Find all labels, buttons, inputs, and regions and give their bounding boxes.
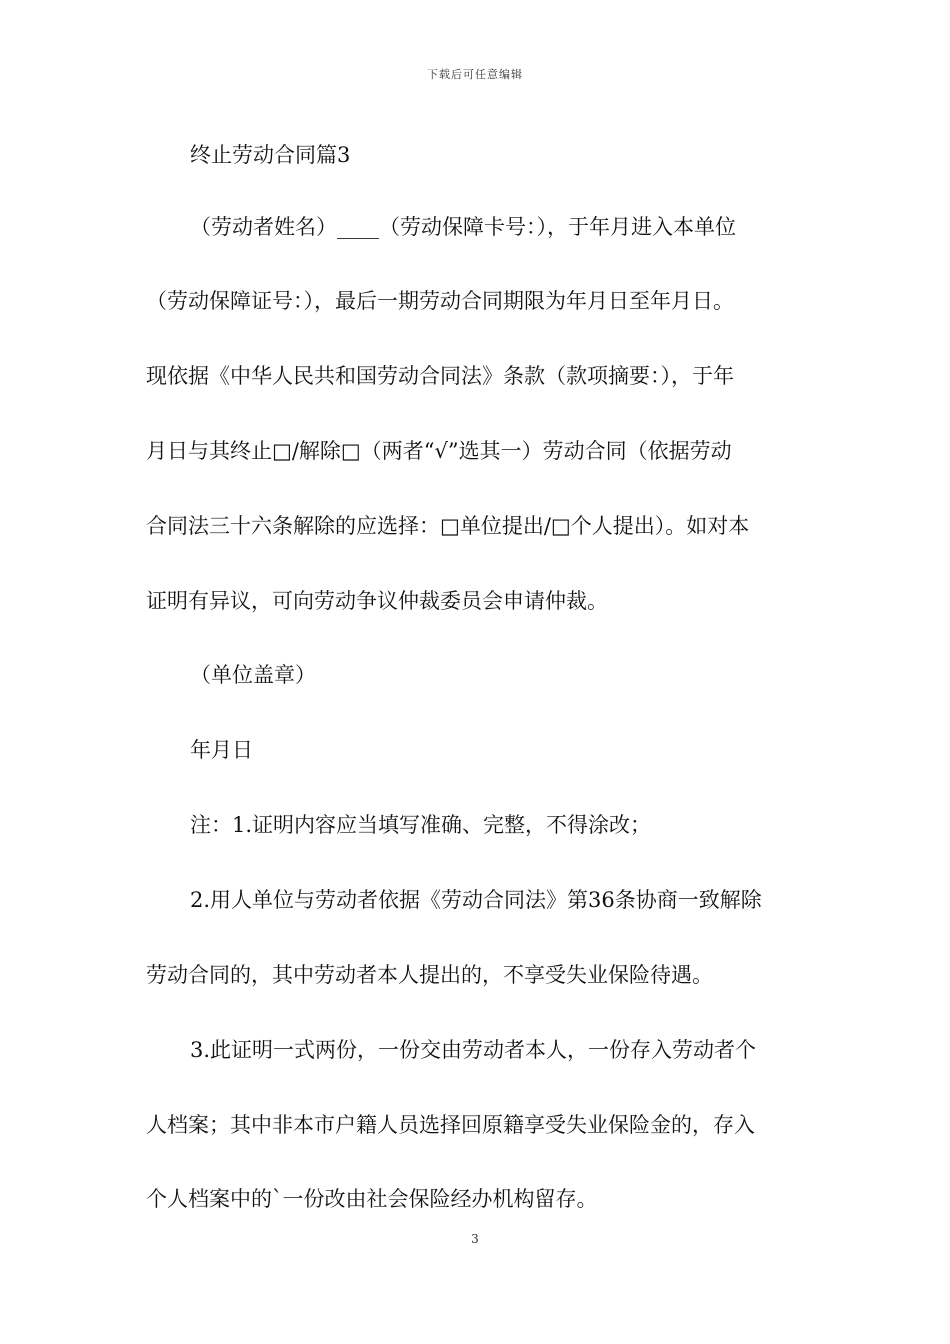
note-line: 3.此证明一式两份，一份交由劳动者本人，一份存入劳动者个 xyxy=(190,1038,757,1062)
note-line: 注：1.证明内容应当填写准确、完整，不得涂改； xyxy=(190,813,652,837)
page-number: 3 xyxy=(471,1232,479,1246)
body-line: （劳动保障证号：），最后一期劳动合同期限为年月日至年月日。 xyxy=(146,289,734,313)
note-line: 2.用人单位与劳动者依据《劳动合同法》第36条协商一致解除 xyxy=(190,888,762,912)
body-line: 月日与其终止□/解除□（两者“√”选其一）劳动合同（依据劳动 xyxy=(146,439,732,463)
document-title: 终止劳动合同篇3 xyxy=(190,143,351,167)
note-line: 劳动合同的，其中劳动者本人提出的，不享受失业保险待遇。 xyxy=(146,963,713,987)
seal-line: （单位盖章） xyxy=(190,663,316,687)
page-header: 下载后可任意编辑 xyxy=(427,68,523,81)
date-line: 年月日 xyxy=(190,738,253,762)
note-line: 个人档案中的`一份改由社会保险经办机构留存。 xyxy=(146,1187,598,1211)
note-line: 人档案；其中非本市户籍人员选择回原籍享受失业保险金的，存入 xyxy=(146,1113,755,1137)
body-line: 合同法三十六条解除的应选择：□单位提出/□个人提出）。如对本 xyxy=(146,514,750,538)
body-line: 现依据《中华人民共和国劳动合同法》条款（款项摘要：），于年 xyxy=(146,364,734,388)
body-line: 证明有异议，可向劳动争议仲裁委员会申请仲裁。 xyxy=(146,589,608,613)
body-line: （劳动者姓名）____（劳动保障卡号：），于年月进入本单位 xyxy=(190,215,736,239)
